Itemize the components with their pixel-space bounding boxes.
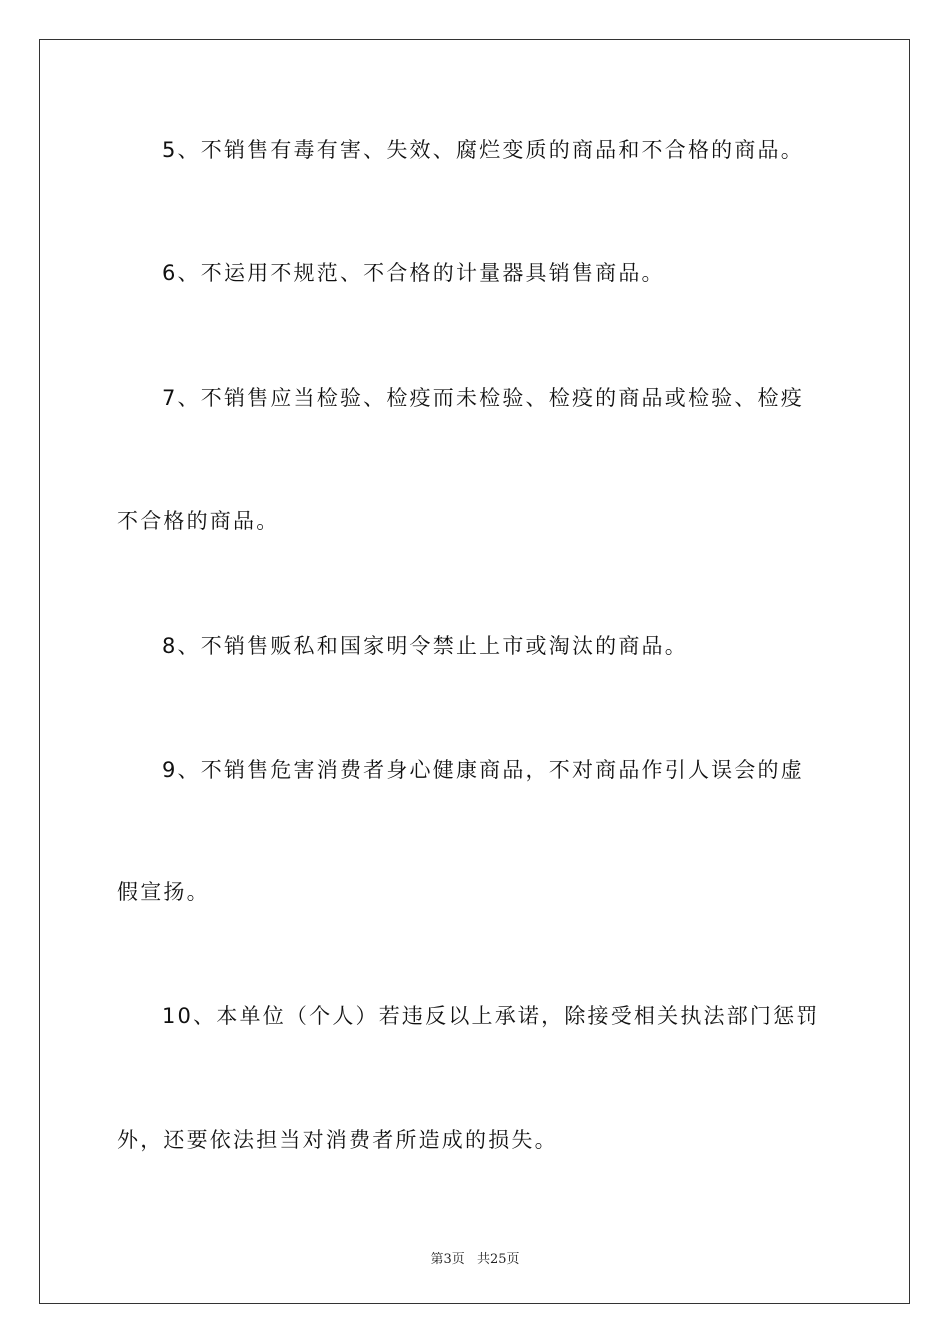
item-6-text: 6、不运用不规范、不合格的计量器具销售商品。 <box>162 261 665 285</box>
item-7-line-1: 7、不销售应当检验、检疫而未检验、检疫的商品或检验、检疫 <box>162 386 804 410</box>
page-border <box>39 39 910 1304</box>
item-9-line-2: 假宣扬。 <box>117 880 210 904</box>
item-8-text: 8、不销售贩私和国家明令禁止上市或淘汰的商品。 <box>162 634 688 658</box>
page-number-label: 第3页 <box>430 1252 465 1267</box>
item-10-line-1: 10、本单位（个人）若违反以上承诺，除接受相关执法部门惩罚 <box>162 1004 820 1028</box>
item-10-line-2: 外，还要依法担当对消费者所造成的损失。 <box>117 1128 558 1152</box>
item-7-line-2: 不合格的商品。 <box>117 509 280 533</box>
item-5-text: 5、不销售有毒有害、失效、腐烂变质的商品和不合格的商品。 <box>162 138 804 162</box>
total-pages-label: 共25页 <box>476 1252 520 1267</box>
item-9-line-1: 9、不销售危害消费者身心健康商品，不对商品作引人误会的虚 <box>162 758 804 782</box>
page-footer <box>0 1248 950 1267</box>
